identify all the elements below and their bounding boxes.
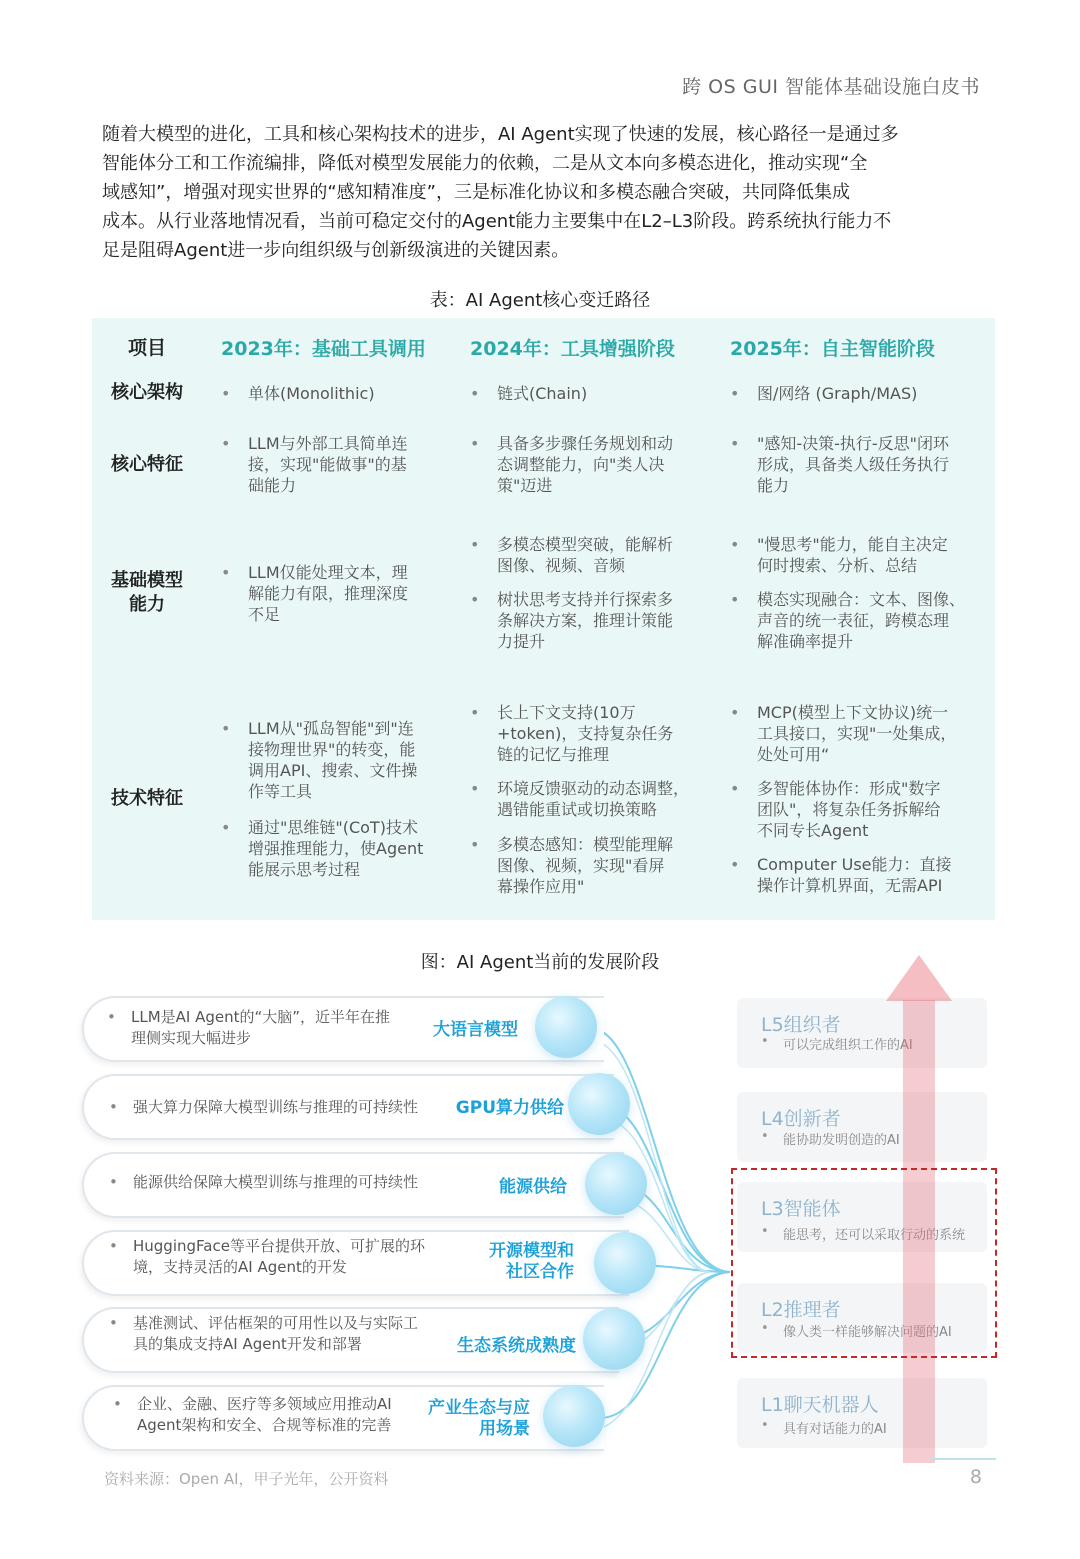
table-cell: • LLM与外部工具简单连 接，实现"能做事"的基 础能力 — [248, 433, 408, 496]
driver-label: 能源供给 — [499, 1177, 567, 1197]
table-header-2024: 2024年：工具增强阶段 — [470, 338, 675, 360]
driver-label: 产业生态与应 用场景 — [428, 1398, 530, 1439]
row-label-features: 核心特征 — [111, 454, 183, 475]
level-desc: • 具有对话能力的AI — [783, 1418, 887, 1437]
table-cell: • 通过"思维链"(CoT)技术 增强推理能力，使Agent 能展示思考过程 — [248, 817, 423, 880]
table-cell: • "慢思考"能力，能自主决定 何时搜索、分析、总结 — [757, 534, 948, 576]
table-cell: • 长上下文支持(10万 +token)，支持复杂任务 链的记忆与推理 — [497, 702, 673, 765]
row-label-tech-features: 技术特征 — [111, 788, 183, 809]
document-header-title: 跨 OS GUI 智能体基础设施白皮书 — [682, 76, 980, 98]
level-desc: • 像人类一样能够解决问题的AI — [783, 1321, 952, 1340]
driver-text: • 强大算力保障大模型训练与推理的可持续性 — [133, 1097, 418, 1118]
level-card-l4 — [737, 1092, 987, 1162]
driver-text: • 基准测试、评估框架的可用性以及与实际工 具的集成支持AI Agent开发和部署 — [133, 1313, 418, 1355]
table-header-2025: 2025年：自主智能阶段 — [730, 338, 935, 360]
table-cell: • 多智能体协作：形成"数字 团队"，将复杂任务拆解给 不同专长Agent — [757, 778, 940, 841]
row-label-model-capability: 基础模型 能力 — [111, 570, 183, 615]
level-title: L5组织者 — [761, 1014, 841, 1036]
driver-bubble — [585, 1153, 647, 1215]
page-divider — [930, 1458, 996, 1460]
driver-text: • LLM是AI Agent的“大脑”，近半年在推 理侧实现大幅进步 — [131, 1007, 390, 1049]
intro-line: 足是阻碍Agent进一步向组织级与创新级演进的关键因素。 — [102, 240, 570, 261]
table-cell: • 多模态感知：模型能理解 图像、视频，实现"看屏 幕操作应用" — [497, 834, 673, 897]
driver-label: 大语言模型 — [433, 1020, 518, 1040]
table-cell: • "感知-决策-执行-反思"闭环 形成，具备类人级任务执行 能力 — [757, 433, 949, 496]
level-title: L2推理者 — [761, 1299, 841, 1321]
table-cell: • 链式(Chain) — [497, 383, 587, 404]
intro-line: 域感知”，增强对现实世界的“感知精准度”，三是标准化协议和多模态融合突破，共同降低集成 — [102, 182, 850, 203]
page-number: 8 — [969, 1466, 982, 1488]
driver-bubble — [594, 1232, 656, 1294]
level-desc: • 能协助发明创造的AI — [783, 1129, 900, 1148]
level-desc: • 可以完成组织工作的AI — [783, 1034, 913, 1053]
table-cell: • 树状思考支持并行探索多 条解决方案，推理计策能 力提升 — [497, 589, 673, 652]
level-title: L4创新者 — [761, 1108, 841, 1130]
intro-line: 随着大模型的进化，工具和核心架构技术的进步，AI Agent实现了快速的发展，核心路径一是通过多 — [102, 124, 899, 145]
driver-bubble — [568, 1073, 630, 1135]
row-label-architecture: 核心架构 — [111, 382, 183, 403]
table-cell: • 图/网络 (Graph/MAS) — [757, 383, 917, 404]
level-title: L1聊天机器人 — [761, 1394, 879, 1416]
table-cell: • LLM从"孤岛智能"到"连 接物理世界"的转变，能 调用API、搜索、文件操 作等工具 — [248, 718, 417, 802]
table-cell: • 单体(Monolithic) — [248, 383, 375, 404]
driver-label: GPU算力供给 — [455, 1098, 564, 1118]
driver-text: • 能源供给保障大模型训练与推理的可持续性 — [133, 1172, 418, 1193]
table-cell: • 环境反馈驱动的动态调整， 遇错能重试或切换策略 — [497, 778, 689, 820]
level-card-l5 — [737, 998, 987, 1068]
driver-text: • HuggingFace等平台提供开放、可扩展的环 境，支持灵活的AI Agent的开发 — [133, 1236, 425, 1278]
driver-bubble — [543, 1385, 605, 1447]
table-caption: 表：AI Agent核心变迁路径 — [429, 290, 651, 311]
table-cell: • 模态实现融合：文本、图像、 声音的统一表征，跨模态理 解准确率提升 — [757, 589, 965, 652]
table-cell: • 具备多步骤任务规划和动 态调整能力，向"类人决 策"迈进 — [497, 433, 673, 496]
source-note: 资料来源：Open AI，甲子光年，公开资料 — [104, 1470, 389, 1488]
current-stage-highlight — [731, 1168, 997, 1358]
table-header-2023: 2023年：基础工具调用 — [221, 338, 426, 360]
level-card-l1 — [737, 1378, 987, 1448]
driver-bubble — [535, 996, 597, 1058]
arrow-up-icon — [886, 955, 952, 1001]
level-title: L3智能体 — [761, 1198, 841, 1220]
table-header-item: 项目 — [127, 337, 166, 359]
intro-line: 成本。从行业落地情况看，当前可稳定交付的Agent能力主要集中在L2–L3阶段。跨系统执行能力不 — [102, 211, 892, 232]
table-cell: • Computer Use能力：直接 操作计算机界面，无需API — [757, 854, 952, 896]
level-desc: • 能思考，还可以采取行动的系统 — [783, 1224, 965, 1243]
driver-bubble — [583, 1308, 645, 1370]
driver-label: 开源模型和 社区合作 — [489, 1241, 574, 1282]
driver-label: 生态系统成熟度 — [457, 1336, 576, 1356]
driver-text: • 企业、金融、医疗等多领域应用推动AI Agent架构和安全、合规等标准的完善 — [137, 1394, 392, 1436]
table-cell: • MCP(模型上下文协议)统一 工具接口，实现"一处集成， 处处可用“ — [757, 702, 956, 765]
figure-caption: 图：AI Agent当前的发展阶段 — [420, 952, 660, 973]
intro-line: 智能体分工和工作流编排，降低对模型发展能力的依赖，二是从文本向多模态进化，推动实现“全 — [102, 153, 868, 174]
table-cell: • 多模态模型突破，能解析 图像、视频、音频 — [497, 534, 673, 576]
table-cell: • LLM仅能处理文本，理 解能力有限，推理深度 不足 — [248, 562, 408, 625]
